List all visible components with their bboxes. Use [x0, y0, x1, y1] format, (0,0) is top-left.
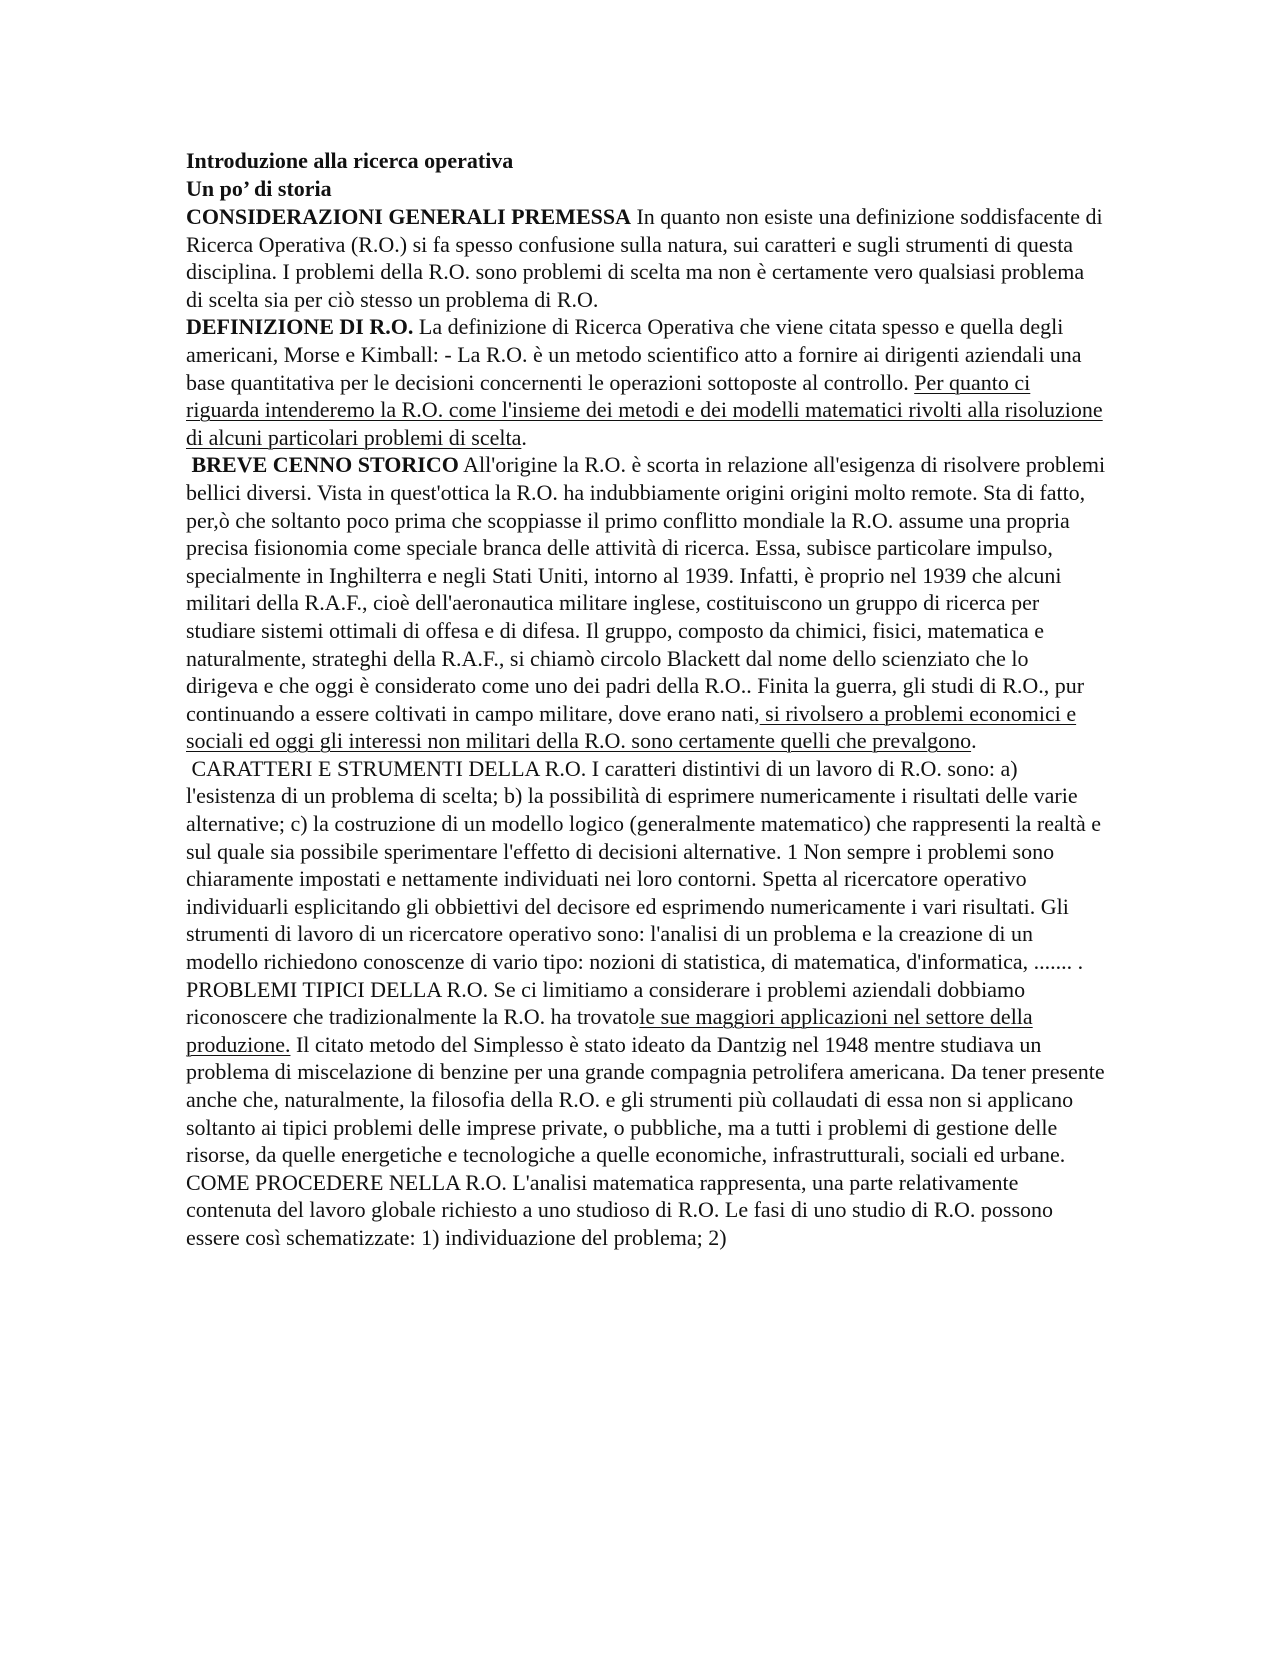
paragraph-problemi-tipici: [186, 976, 1106, 1169]
heading-definizione: DEFINIZIONE DI R.O.: [186, 314, 414, 340]
paragraph-considerazioni: [186, 203, 1106, 313]
document-subtitle: Un po’ di storia: [186, 176, 332, 201]
text-problemi-tipici: PROBLEMI TIPICI DELLA R.O. Se ci limitiamo a considerare i problemi aziendali dobbiamo riconoscere che tradizionalmente la R.O. ha trovato: [186, 976, 1026, 1030]
underlined-problemi-tipici: le sue maggiori applicazioni nel settore della produzione.: [186, 1004, 1033, 1057]
paragraph-cenno-storico: [186, 451, 1106, 755]
paragraph-definizione: [186, 313, 1106, 451]
underlined-cenno-storico: si rivolsero a problemi economici e sociali ed oggi gli interessi non militari della R.O. sono certamente quelli che prevalgono: [186, 700, 1077, 754]
end-cenno-storico: .: [971, 728, 977, 754]
heading-considerazioni: CONSIDERAZIONI GENERALI PREMESSA: [186, 204, 631, 229]
end-definizione: .: [521, 424, 527, 450]
text-cenno-storico: All'origine la R.O. è scorta in relazione all'esigenza di risolvere problemi bellici diversi. Vista in quest'ottica la R.O. ha indubbiamente origini origini molto remote. Sta di fatto, per,ò che soltanto poco prima che scoppiasse il primo conflitto mondiale la R.O. assume una propria precisa fisionomia come speciale branca delle attività di ricerca. Essa, subisce particolare impulso, specialmente in Inghilterra e negli Stati Uniti, intorno al 1939. Infatti, è proprio nel 1939 che alcuni militari della R.A.F., cioè dell'aeronautica militare inglese, costituiscono un gruppo di ricerca per studiare sistemi ottimali di offesa e di difesa. Il gruppo, composto da chimici, fisici, matematica e naturalmente, strateghi della R.A.F., si chiamò circolo Blackett dal nome dello scienziato che lo dirigeva e che oggi è considerato come uno dei padri della R.O.. Finita la guerra, gli studi di R.O., pur continuando a essere coltivati in campo militare, dove erano nati,: [186, 452, 1106, 726]
document-page: [186, 147, 1106, 1252]
underlined-definizione: Per quanto ci riguarda intenderemo la R.O. come l'insieme dei metodi e dei modelli matematici rivolti alla risoluzione di alcuni particolari problemi di scelta: [186, 369, 1103, 450]
document-title: Introduzione alla ricerca operativa: [186, 148, 514, 173]
text-considerazioni: In quanto non esiste una definizione soddisfacente di Ricerca Operativa (R.O.) si fa spesso confusione sulla natura, sui caratteri e sugli strumenti di questa disciplina. I problemi della R.O. sono problemi di scelta ma non è certamente vero qualsiasi problema di scelta sia per ciò stesso un problema di R.O.: [186, 204, 1103, 312]
end-problemi-tipici: Il citato metodo del Simplesso è stato ideato da Dantzig nel 1948 mentre studiava un problema di miscelazione di benzine per una grande compagnia petrolifera americana. Da tener presente anche che, naturalmente, la filosofia della R.O. e gli strumenti più collaudati di essa non si applicano soltanto ai tipici problemi delle imprese private, o pubbliche, ma a tutti i problemi di gestione delle risorse, da quelle energetiche e tecnologiche a quelle economiche, infrastrutturali, sociali ed urbane.: [186, 1031, 1105, 1168]
heading-cenno-storico: BREVE CENNO STORICO: [191, 452, 459, 478]
text-definizione: La definizione di Ricerca Operativa che viene citata spesso e quella degli americani, Morse e Kimball: - La R.O. è un metodo scientifico atto a fornire ai dirigenti aziendali una base quantitativa per le decisioni concernenti le operazioni sottoposte al controllo.: [186, 314, 1082, 395]
paragraph-caratteri: CARATTERI E STRUMENTI DELLA R.O. I caratteri distintivi di un lavoro di R.O. sono: a) l'esistenza di un problema di scelta; b) la possibilità di esprimere numericamente i risultati delle varie alternative; c) la costruzione di un modello logico (generalmente matematico) che rappresenti la realtà e sul quale sia possibile sperimentare l'effetto di decisioni alternative. 1 Non sempre i problemi sono chiaramente impostati e nettamente individuati nei loro contorni. Spetta al ricercatore operativo individuarli esplicitando gli obbiettivi del decisore ed esprimendo numericamente i vari risultati. Gli strumenti di lavoro di un ricercatore operativo sono: l'analisi di un problema e la creazione di un modello richiedono conoscenze di vario tipo: nozioni di statistica, di matematica, d'informatica, ....... .: [186, 755, 1107, 975]
paragraph-come-procedere: COME PROCEDERE NELLA R.O. L'analisi matematica rappresenta, una parte relativamente contenuta del lavoro globale richiesto a uno studioso di R.O. Le fasi di uno studio di R.O. possono essere così schematizzate: 1) individuazione del problema; 2): [186, 1169, 1054, 1250]
